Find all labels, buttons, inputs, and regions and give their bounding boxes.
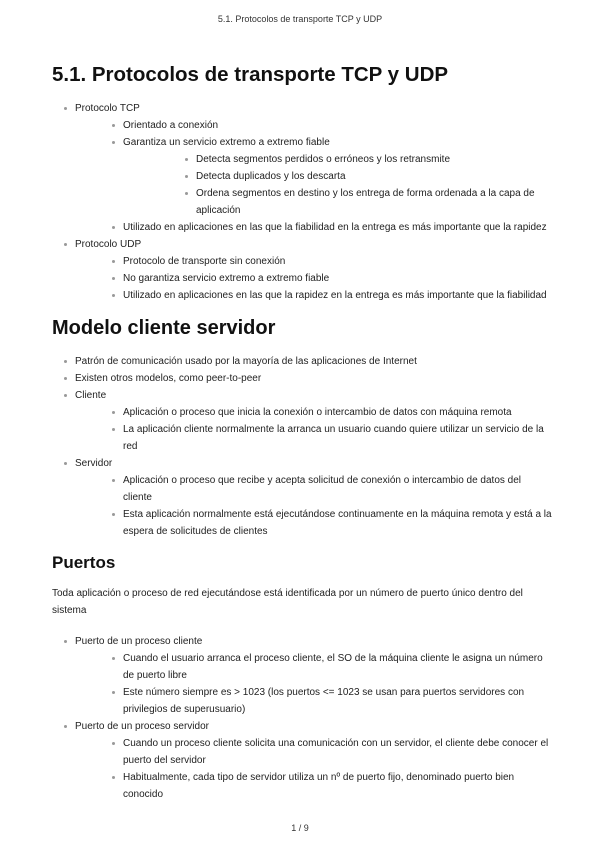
bullet-icon	[112, 428, 115, 431]
bullet-icon	[112, 742, 115, 745]
ports-list	[52, 633, 552, 803]
list-item-text: Utilizado en aplicaciones en las que la fiabilidad en la entrega es más importante que la rapidez	[123, 221, 547, 233]
list-item	[75, 270, 552, 287]
bullet-icon	[64, 394, 67, 397]
sublist	[75, 472, 552, 540]
list-item	[52, 353, 552, 370]
list-item	[52, 387, 552, 455]
bullet-icon	[112, 691, 115, 694]
bullet-icon	[112, 776, 115, 779]
bullet-icon	[64, 377, 67, 380]
sublist	[75, 650, 552, 718]
bullet-icon	[112, 657, 115, 660]
list-item-text: Cuando un proceso cliente solicita una comunicación con un servidor, el cliente debe conocer el puerto del servidor	[123, 737, 549, 766]
bullet-icon	[64, 725, 67, 728]
bullet-icon	[64, 107, 67, 110]
bullet-icon	[185, 192, 188, 195]
sublist	[75, 117, 552, 236]
list-item-text: Garantiza un servicio extremo a extremo fiable	[123, 136, 330, 148]
bullet-icon	[64, 462, 67, 465]
list-item-text: La aplicación cliente normalmente la arranca un usuario cuando quiere utilizar un servicio de la red	[123, 423, 544, 452]
list-item	[123, 185, 552, 219]
list-item	[75, 684, 552, 718]
list-item-text: Protocolo UDP	[75, 238, 142, 250]
list-item-text: Servidor	[75, 457, 113, 469]
list-item-text: Esta aplicación normalmente está ejecutándose continuamente en la máquina remota y está a la espera de solicitudes de clientes	[123, 508, 552, 537]
list-item	[123, 151, 552, 168]
bullet-icon	[112, 411, 115, 414]
sublist	[75, 404, 552, 455]
list-item-text: Aplicación o proceso que recibe y acepta solicitud de conexión o intercambio de datos del cliente	[123, 474, 522, 503]
list-item	[75, 134, 552, 219]
list-item	[75, 769, 552, 803]
sublist	[75, 735, 552, 803]
bullet-icon	[112, 226, 115, 229]
bullet-icon	[64, 243, 67, 246]
list-item-text: Ordena segmentos en destino y los entrega de forma ordenada a la capa de aplicación	[196, 187, 535, 216]
client-server-list	[52, 353, 552, 540]
list-item	[75, 472, 552, 506]
list-item-text: Cuando el usuario arranca el proceso cliente, el SO de la máquina cliente le asigna un número de puerto libre	[123, 652, 543, 681]
list-item-text: No garantiza servicio extremo a extremo fiable	[123, 272, 330, 284]
sublist	[75, 253, 552, 304]
list-item	[52, 100, 552, 236]
list-item-text: Orientado a conexión	[123, 119, 219, 131]
bullet-icon	[112, 294, 115, 297]
list-item	[75, 219, 552, 236]
list-item	[75, 421, 552, 455]
bullet-icon	[185, 175, 188, 178]
list-item-text: Protocolo TCP	[75, 102, 140, 114]
section-heading: Modelo cliente servidor	[52, 316, 276, 339]
subsection-heading: Puertos	[52, 552, 116, 572]
bullet-icon	[112, 513, 115, 516]
list-item-text: Este número siempre es > 1023 (los puertos <= 1023 se usan para puertos servidores con privilegios de superusuario)	[123, 686, 525, 715]
list-item-text: Patrón de comunicación usado por la mayoría de las aplicaciones de Internet	[75, 355, 417, 367]
bullet-icon	[112, 124, 115, 127]
list-item-text: Detecta duplicados y los descarta	[196, 170, 346, 182]
bullet-icon	[112, 260, 115, 263]
list-item	[75, 117, 552, 134]
list-item-text: Detecta segmentos perdidos o erróneos y los retransmite	[196, 153, 451, 165]
list-item	[75, 404, 552, 421]
list-item	[52, 455, 552, 540]
protocol-list	[52, 100, 552, 304]
bullet-icon	[112, 141, 115, 144]
bullet-icon	[112, 277, 115, 280]
list-item-text: Protocolo de transporte sin conexión	[123, 255, 286, 267]
list-item	[52, 633, 552, 718]
list-item-text: Cliente	[75, 389, 107, 401]
bullet-icon	[64, 640, 67, 643]
sublist	[123, 151, 552, 219]
list-item	[52, 236, 552, 304]
page-title: 5.1. Protocolos de transporte TCP y UDP	[52, 63, 449, 86]
page-number: 1 / 9	[291, 823, 309, 833]
list-item	[123, 168, 552, 185]
list-item	[75, 253, 552, 270]
list-item	[75, 506, 552, 540]
list-item	[75, 735, 552, 769]
list-item-text: Puerto de un proceso cliente	[75, 635, 203, 647]
page-content	[52, 62, 552, 803]
list-item-text: Aplicación o proceso que inicia la conexión o intercambio de datos con máquina remota	[123, 406, 512, 418]
list-item	[52, 718, 552, 803]
list-item-text: Habitualmente, cada tipo de servidor utiliza un nº de puerto fijo, denominado puerto bien conocido	[123, 771, 515, 800]
list-item-text: Utilizado en aplicaciones en las que la rapidez en la entrega es más importante que la fiabilidad	[123, 289, 547, 301]
bullet-icon	[112, 479, 115, 482]
list-item	[75, 287, 552, 304]
list-item-text: Puerto de un proceso servidor	[75, 720, 209, 732]
intro-paragraph: Toda aplicación o proceso de red ejecutándose está identificada por un número de puerto único dentro del sistema	[52, 587, 523, 616]
bullet-icon	[64, 360, 67, 363]
list-item	[75, 650, 552, 684]
list-item-text: Existen otros modelos, como peer-to-peer	[75, 372, 262, 384]
running-header: 5.1. Protocolos de transporte TCP y UDP	[217, 14, 383, 24]
list-item	[52, 370, 552, 387]
bullet-icon	[185, 158, 188, 161]
